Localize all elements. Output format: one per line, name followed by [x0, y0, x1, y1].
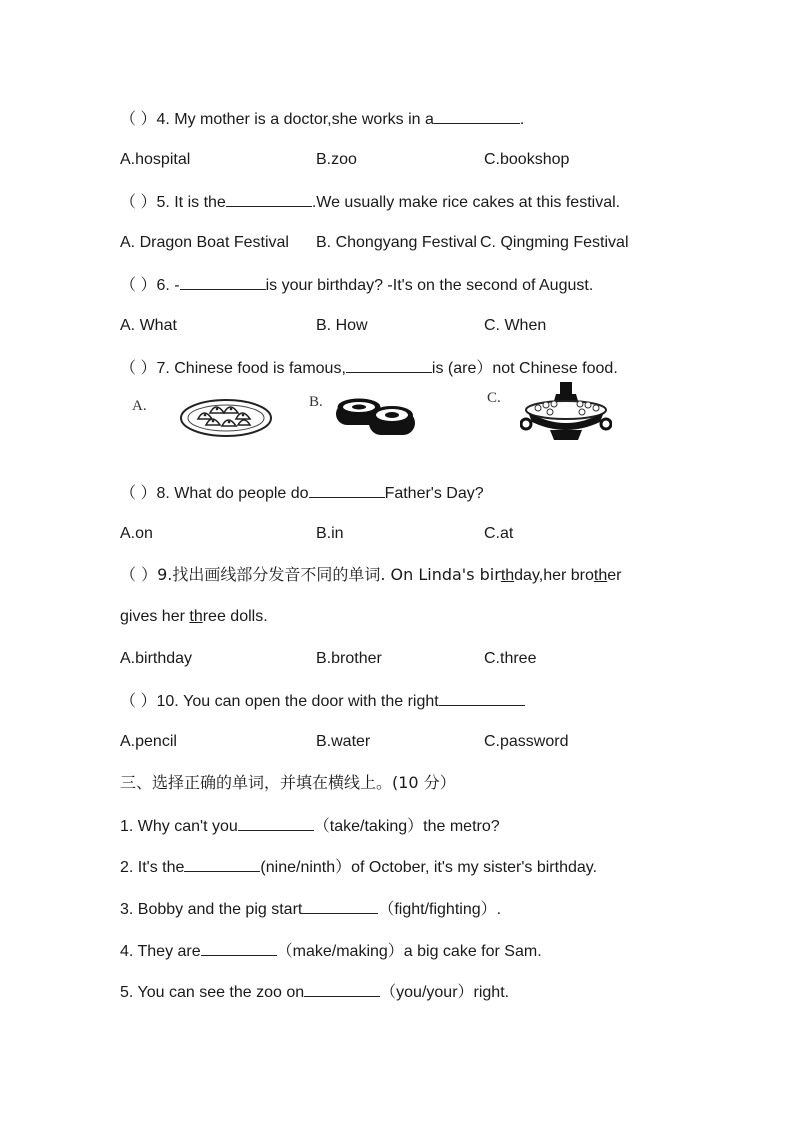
sushi-icon	[333, 393, 419, 439]
q6-option-b: B. How	[316, 317, 368, 334]
answer-blank[interactable]	[226, 191, 312, 207]
question-9-stem-line2	[120, 607, 268, 627]
question-text: er	[607, 567, 622, 584]
question-text: ree dolls.	[202, 608, 268, 625]
question-text: gives her	[120, 608, 190, 625]
question-text: （ ）4. My mother is a doctor,she works in a	[120, 111, 434, 128]
question-text: （ ）8. What do people do	[120, 485, 309, 502]
answer-blank[interactable]	[346, 357, 432, 373]
q5-option-a: A. Dragon Boat Festival	[120, 234, 289, 251]
question-8-stem	[120, 482, 484, 504]
fill-item-4	[120, 940, 542, 962]
question-text: 5. You can see the zoo on	[120, 984, 305, 1001]
question-text: 1. Why can't you	[120, 818, 238, 835]
q5-option-b: B. Chongyang Festival	[316, 234, 477, 251]
q4-option-a: A.hospital	[120, 151, 191, 168]
answer-blank[interactable]	[309, 482, 385, 498]
question-text: day,her bro	[514, 567, 594, 584]
question-text: （make/making）a big cake for Sam.	[276, 943, 542, 960]
q7-label-a: A.	[132, 398, 147, 414]
q9-option-b: B.brother	[316, 650, 382, 667]
question-text: is your birthday? -It's on the second of August.	[265, 277, 594, 294]
answer-blank[interactable]	[238, 815, 314, 831]
answer-blank[interactable]	[439, 690, 525, 706]
question-text: （ ）9.找出画线部分发音不同的单词. On Linda's bir	[120, 565, 501, 584]
answer-blank[interactable]	[304, 981, 380, 997]
question-text: (nine/ninth）of October, it's my sister's birthday.	[260, 859, 598, 876]
question-5-stem	[120, 191, 620, 213]
question-10-stem	[120, 690, 525, 712]
question-4-stem	[120, 108, 524, 130]
question-text: .	[519, 111, 525, 128]
dumplings-icon	[178, 393, 274, 439]
q6-option-a: A. What	[120, 317, 177, 334]
answer-blank[interactable]	[184, 856, 260, 872]
underlined-th: th	[189, 608, 203, 625]
q8-option-c: C.at	[484, 525, 514, 542]
q10-option-a: A.pencil	[120, 733, 177, 750]
question-7-stem	[120, 357, 618, 379]
q8-option-a: A.on	[120, 525, 153, 542]
answer-blank[interactable]	[201, 940, 277, 956]
q4-option-b: B.zoo	[316, 151, 357, 168]
q10-option-c: C.password	[484, 733, 569, 750]
q8-option-b: B.in	[316, 525, 344, 542]
question-text: （ ）5. It is the	[120, 194, 226, 211]
question-6-stem	[120, 274, 593, 296]
question-text: （fight/fighting）.	[378, 901, 502, 918]
q5-option-c: C. Qingming Festival	[480, 234, 629, 251]
question-text: 4. They are	[120, 943, 201, 960]
question-text: （take/taking）the metro?	[313, 818, 500, 835]
section-3-title: 三、选择正确的单词，并填在横线上。(10 分）	[120, 773, 456, 792]
question-text: 3. Bobby and the pig start	[120, 901, 303, 918]
q7-label-c: C.	[487, 390, 501, 406]
question-text: （ ）6. -	[120, 277, 180, 294]
question-9-stem	[120, 565, 621, 586]
answer-blank[interactable]	[180, 274, 266, 290]
underlined-th: th	[500, 567, 515, 584]
underlined-th: th	[593, 567, 608, 584]
question-text: 2. It's the	[120, 859, 185, 876]
q7-label-b: B.	[309, 394, 323, 410]
q6-option-c: C. When	[484, 317, 547, 334]
q10-option-b: B.water	[316, 733, 371, 750]
hotpot-icon	[520, 380, 612, 444]
answer-blank[interactable]	[302, 898, 378, 914]
q4-option-c: C.bookshop	[484, 151, 570, 168]
fill-item-1	[120, 815, 500, 837]
question-text: （ ）10. You can open the door with the right	[120, 693, 439, 710]
q9-option-a: A.birthday	[120, 650, 193, 667]
question-text: （you/your）right.	[380, 984, 510, 1001]
question-text: .We usually make rice cakes at this festival.	[311, 194, 621, 211]
q9-option-c: C.three	[484, 650, 537, 667]
question-text: Father's Day?	[384, 485, 484, 502]
fill-item-3	[120, 898, 501, 920]
fill-item-5	[120, 981, 509, 1003]
question-text: is (are）not Chinese food.	[431, 360, 618, 377]
answer-blank[interactable]	[434, 108, 520, 124]
question-text: （ ）7. Chinese food is famous,	[120, 360, 346, 377]
fill-item-2	[120, 856, 597, 878]
